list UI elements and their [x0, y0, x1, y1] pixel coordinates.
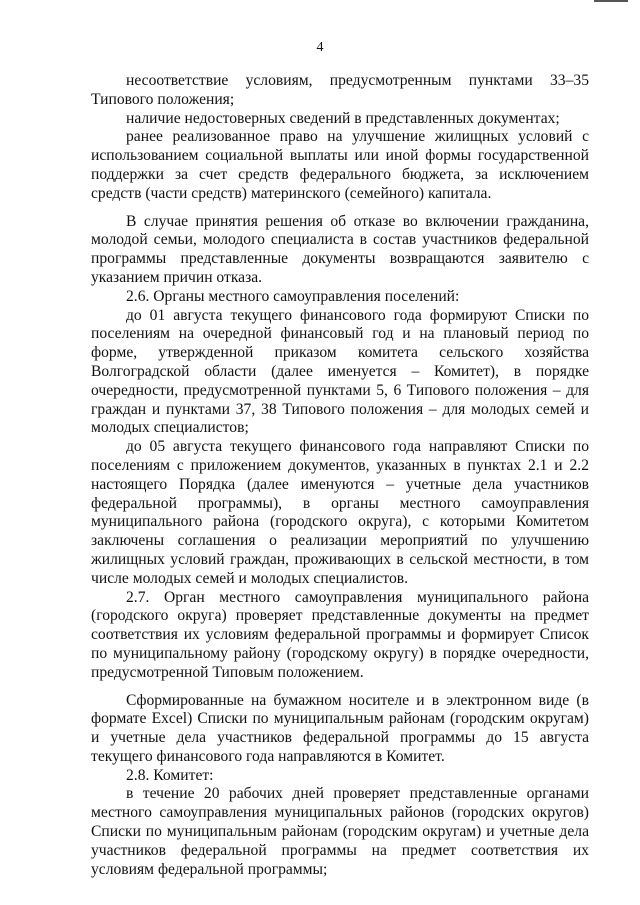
paragraph: В случае принятия решения об отказе во включении гражданина, молодой семьи, молодого специалиста в состав участников федеральной программы представленные документы возвращаются заявителю с указанием причин отказа. — [91, 212, 589, 286]
section-heading: 2.8. Комитет: — [126, 766, 214, 784]
paragraph: до 05 августа текущего финансового года направляют Списки по поселениям с приложением документов, указанных в пунктах 2.1 и 2.2 настоящего Порядка (далее именуются – учетные дела участников федеральной программы), в органы местного самоуправления муниципального района (городского округа), с которыми Комитетом заключены соглашения о реализации мероприятий по улучшению жилищных условий граждан, проживающих в сельской местности, в том числе молодых семей и молодых специалистов. — [91, 438, 589, 587]
paragraph: в течение 20 рабочих дней проверяет представленные органами местного самоуправления муниципальных районов (городских округов) Списки по муниципальным районам (городским округам) и учетные дела участников федеральной программы на предмет соответствия их условиям федеральной программы; — [91, 785, 589, 878]
page-number: 4 — [316, 40, 324, 55]
paragraph: до 01 августа текущего финансового года формируют Списки по поселениям на очередной финансовый год и на плановый период по форме, утвержденной приказом комитета сельского хозяйства Волгоградской области (далее именуется – Комитет), в порядке очередности, предусмотренной пунктами 5, 6 Типового положения – для граждан и пунктами 37, 38 Типового положения – для молодых семей и молодых специалистов; — [91, 306, 589, 437]
paragraph: Сформированные на бумажном носителе и в электронном виде (в формате Excel) Списки по муниципальным районам (городским округам) и учетные дела участников федеральной программы до 15 августа текущего финансового года направляются в Комитет. — [91, 691, 589, 765]
scan-corner-mark — [594, 0, 628, 6]
paragraph: несоответствие условиям, предусмотренным пунктами 33–35 Типового положения; — [91, 72, 589, 108]
document-body — [91, 72, 589, 879]
section-heading: 2.6. Органы местного самоуправления поселений: — [126, 287, 460, 305]
paragraph: ранее реализованное право на улучшение жилищных условий с использованием социальной выплаты или иной формы государственной поддержки за счет средств федерального бюджета, за исключением средств (части средств) материнского (семейного) капитала. — [91, 128, 589, 202]
paragraph: 2.7. Орган местного самоуправления муниципального района (городского округа) проверяет представленные документы на предмет соответствия их условиям федеральной программы и формирует Список по муниципальному району (городскому округу) в порядке очередности, предусмотренной Типовым положением. — [91, 588, 589, 681]
paragraph: наличие недостоверных сведений в представленных документах; — [126, 109, 560, 127]
